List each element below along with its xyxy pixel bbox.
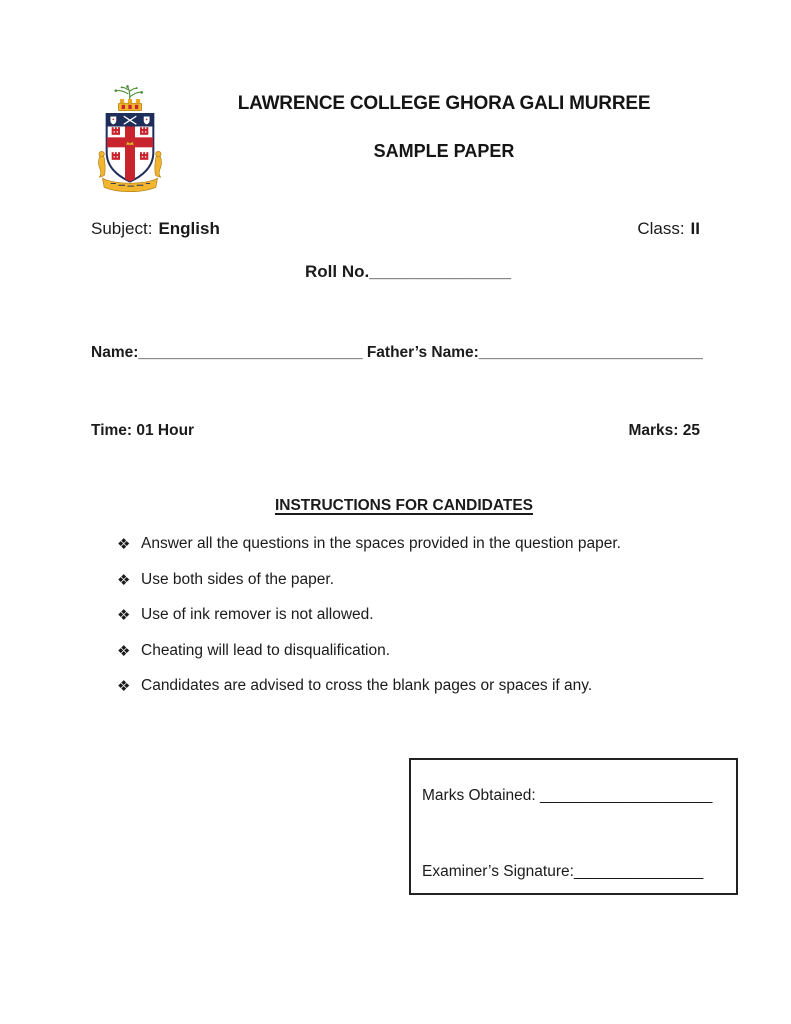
page-title: LAWRENCE COLLEGE GHORA GALI MURREE	[237, 93, 651, 114]
instruction-text: Use of ink remover is not allowed.	[141, 606, 374, 623]
time-marks-row	[91, 422, 700, 440]
roll-no-field: Roll No._______________	[305, 262, 512, 281]
class-label: Class:	[637, 219, 685, 238]
diamond-bullet-icon: ❖	[117, 606, 131, 624]
instructions-list	[91, 534, 731, 712]
name-father-name-field: Name:__________________________ Father’s Name:__________________________	[91, 344, 703, 361]
diamond-bullet-icon: ❖	[117, 535, 131, 553]
instructions-heading: INSTRUCTIONS FOR CANDIDATES	[274, 497, 534, 514]
time-field: Time: 01 Hour	[91, 422, 195, 439]
page-subtitle: SAMPLE PAPER	[373, 141, 515, 161]
instruction-item	[91, 676, 731, 696]
subject-label: Subject:	[91, 219, 153, 238]
instruction-item	[91, 605, 731, 625]
subject-value: English	[158, 219, 220, 238]
instruction-item	[91, 534, 731, 554]
class-field	[637, 219, 700, 239]
instruction-item	[91, 570, 731, 590]
instruction-text: Cheating will lead to disqualification.	[141, 641, 391, 659]
marks-field: Marks: 25	[628, 422, 700, 439]
subject-class-row	[91, 219, 700, 239]
instruction-text: Candidates are advised to cross the blank pages or spaces if any.	[141, 677, 593, 694]
instruction-text: Answer all the questions in the spaces provided in the question paper.	[141, 535, 621, 552]
diamond-bullet-icon: ❖	[117, 570, 131, 589]
marks-obtained-field: Marks Obtained: ____________________	[422, 787, 713, 804]
instruction-item	[91, 641, 731, 661]
instruction-text: Use both sides of the paper.	[141, 570, 335, 588]
class-value: II	[690, 219, 700, 238]
examiner-signature-field: Examiner’s Signature:_______________	[422, 863, 704, 880]
diamond-bullet-icon: ❖	[117, 677, 131, 695]
diamond-bullet-icon: ❖	[117, 641, 131, 660]
marks-examiner-box	[409, 758, 738, 895]
subject-field	[91, 219, 220, 239]
